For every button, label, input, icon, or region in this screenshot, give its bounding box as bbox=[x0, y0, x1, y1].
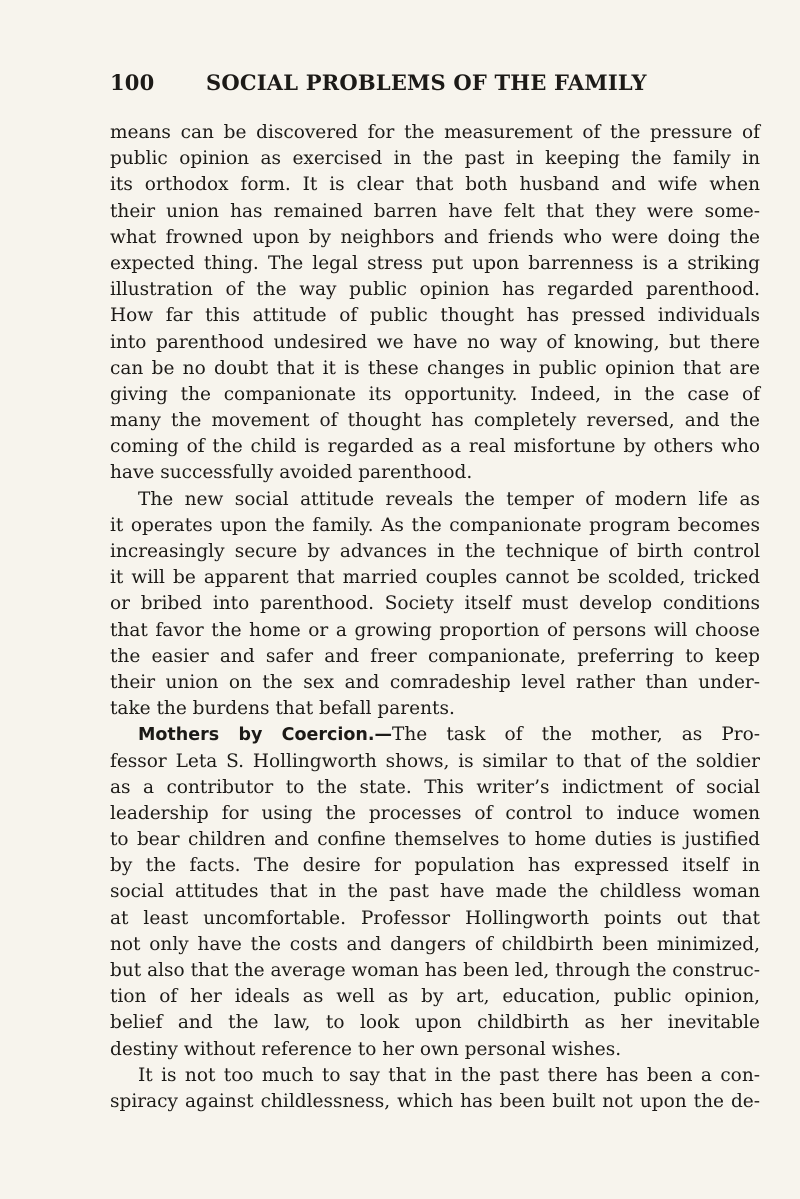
text-line: leadership for using the processes of control to induce women bbox=[110, 802, 760, 824]
text-line: social attitudes that in the past have made the childless woman bbox=[110, 881, 760, 903]
text-line: it operates upon the family. As the companionate program becomes bbox=[110, 514, 760, 536]
text-line: it will be apparent that married couples cannot be scolded, tricked bbox=[110, 567, 760, 589]
text-line: spiracy against childlessness, which has been built not upon the de- bbox=[110, 1090, 760, 1112]
text-line: belief and the law, to look upon childbirth as her inevitable bbox=[110, 1012, 760, 1034]
text-line: as a contributor to the state. This writer’s indictment of social bbox=[110, 776, 760, 798]
section-heading: Mothers by Coercion.— bbox=[138, 725, 393, 746]
text-line: increasingly secure by advances in the technique of birth control bbox=[110, 541, 760, 562]
text-line: means can be discovered for the measurement of the pressure of bbox=[110, 122, 760, 143]
text-line: coming of the child is regarded as a real misfortune by others who bbox=[110, 436, 760, 458]
text-line-with-heading bbox=[110, 722, 760, 748]
text-line: have successfully avoided parenthood. bbox=[110, 462, 473, 484]
text-line: their union has remained barren have felt that they were some- bbox=[110, 200, 760, 222]
text-line: to bear children and confine themselves to home duties is justified bbox=[110, 829, 760, 851]
page-number: 100 bbox=[110, 70, 155, 95]
text-line: giving the companionate its opportunity. Indeed, in the case of bbox=[110, 383, 760, 405]
text-line: public opinion as exercised in the past in keeping the family in bbox=[110, 148, 760, 170]
text-line: by the facts. The desire for population has expressed itself in bbox=[110, 855, 760, 877]
text-line: that favor the home or a growing proportion of persons will choose bbox=[110, 619, 760, 641]
text-line: destiny without reference to her own personal wishes. bbox=[110, 1038, 622, 1060]
text-line: what frowned upon by neighbors and friends who were doing the bbox=[110, 226, 760, 248]
text-line: tion of her ideals as well as by art, education, public opinion, bbox=[110, 986, 760, 1008]
text-line: fessor Leta S. Hollingworth shows, is similar to that of the soldier bbox=[110, 750, 760, 772]
running-title: SOCIAL PROBLEMS OF THE FAMILY bbox=[206, 70, 647, 95]
text-line: expected thing. The legal stress put upon barrenness is a striking bbox=[110, 252, 760, 274]
text-line: its orthodox form. It is clear that both husband and wife when bbox=[110, 174, 760, 196]
text-line: the easier and safer and freer companionate, preferring to keep bbox=[110, 645, 760, 667]
text-line: or bribed into parenthood. Society itself must develop conditions bbox=[110, 593, 760, 615]
text-line: many the movement of thought has completely reversed, and the bbox=[110, 410, 760, 432]
text-line: into parenthood undesired we have no way of knowing, but there bbox=[110, 331, 760, 353]
body-text bbox=[110, 120, 760, 1115]
text-line: at least uncomfortable. Professor Hollingworth points out that bbox=[110, 907, 760, 929]
text-line: can be no doubt that it is these changes in public opinion that are bbox=[110, 357, 760, 379]
text-line: The new social attitude reveals the temper of modern life as bbox=[138, 488, 760, 510]
text-line: but also that the average woman has been led, through the construc- bbox=[110, 960, 760, 981]
text-line: It is not too much to say that in the past there has been a con- bbox=[138, 1064, 760, 1086]
text-line: take the burdens that befall parents. bbox=[110, 698, 455, 720]
text-line: How far this attitude of public thought has pressed individuals bbox=[110, 305, 760, 327]
running-head bbox=[110, 70, 756, 102]
text-line: their union on the sex and comradeship level rather than under- bbox=[110, 671, 760, 693]
text-line: not only have the costs and dangers of childbirth been minimized, bbox=[110, 933, 760, 955]
text-line: illustration of the way public opinion has regarded parenthood. bbox=[110, 279, 760, 301]
text-run: The task of the mother, as Pro- bbox=[392, 724, 760, 746]
